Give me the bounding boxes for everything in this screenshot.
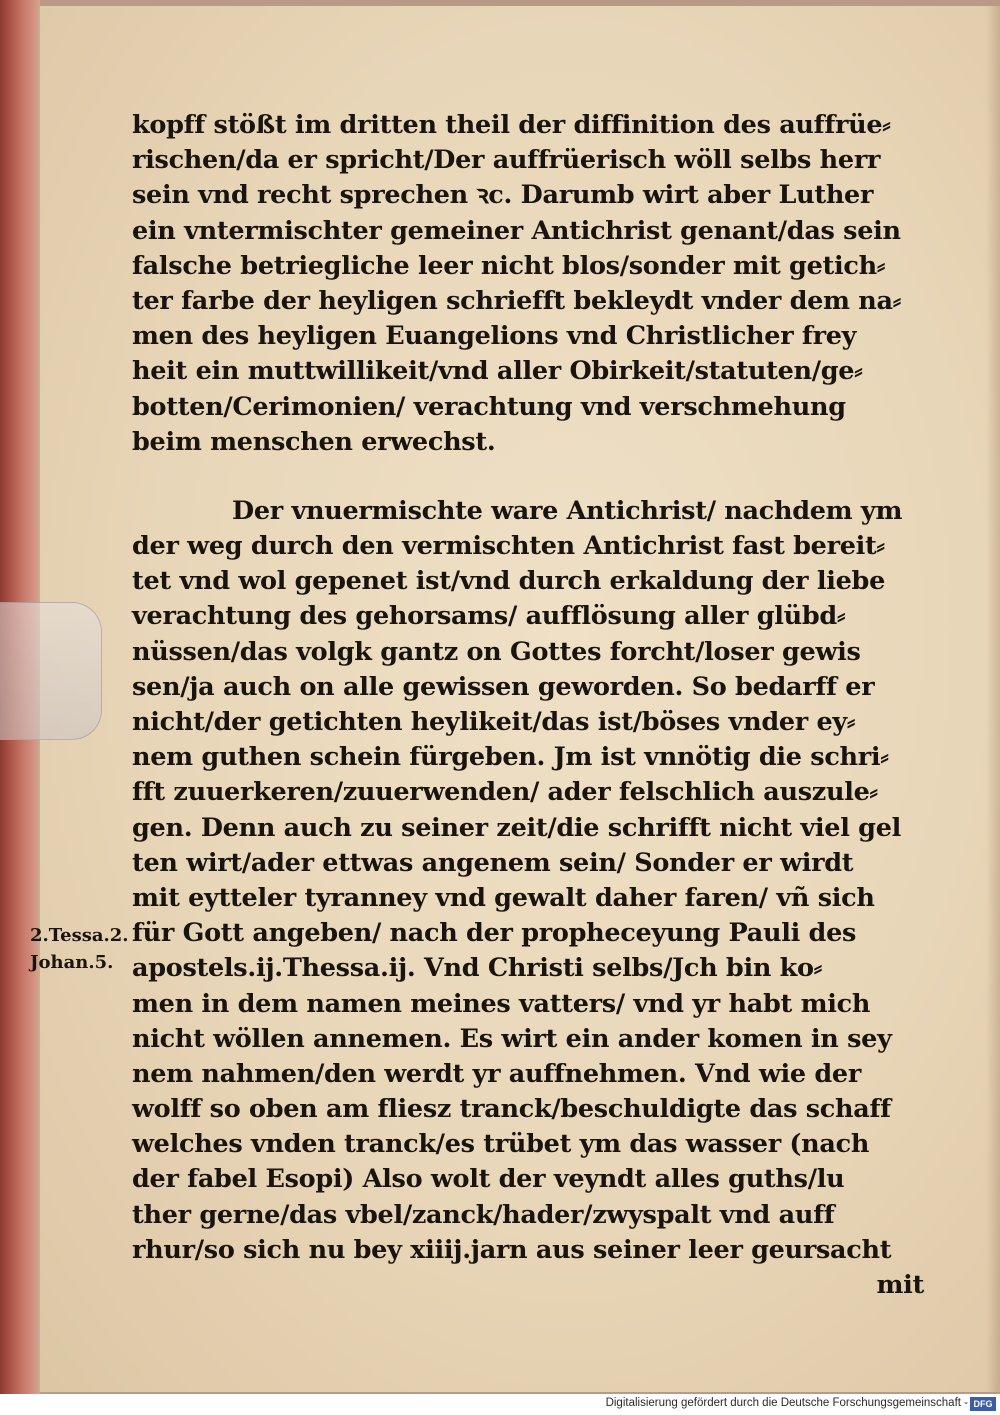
text-line: ter farbe der heyligen schriefft bekleydt vnder dem na⸗ [132,285,901,316]
text-line: beim menschen erwechst. [132,426,496,457]
text-line: der weg durch den vermischten Antichrist fast bereit⸗ [132,531,885,562]
text-line: fft zuuerkeren/zuuerwenden/ ader felschlich auszule⸗ [132,777,878,808]
text-line: ein vntermischter gemeiner Antichrist genant/das sein [132,215,901,246]
text-line: welches vnden tranck/es trübet ym das wasser (nach [132,1129,870,1160]
text-line: apostels.ij.Thessa.ij. Vnd Christi selbs/Jch bin ko⸗ [132,953,822,984]
text-line: nem nahmen/den werdt yr auffnehmen. Vnd wie der [132,1058,861,1089]
text-line: botten/Cerimonien/ verachtung vnd verschmehung [132,391,846,422]
marginal-notes [30,922,129,976]
text-line: nicht/der getichten heylikeit/das ist/böses vnder ey⸗ [132,707,856,737]
text-line: men des heyligen Euangelions vnd Christlicher frey [132,321,857,352]
marginal-note: 2.Tessa.2. [30,925,129,946]
text-line: Der vnuermischte ware Antichrist/ nachdem ym [232,495,903,526]
text-line: gen. Denn auch zu seiner zeit/die schrifft nicht viel gel [132,812,902,843]
text-line: rischen/da er spricht/Der auffrüerisch wöll selbs herr [132,145,881,176]
text-line: nem guthen schein fürgeben. Jm ist vnnötig die schri⸗ [132,742,889,773]
dfg-logo: DFG [970,1397,996,1411]
text-line: heit ein muttwillikeit/vnd aller Obirkeit/statuten/ge⸗ [132,356,863,387]
text-line: men in dem namen meines vatters/ vnd yr habt mich [132,988,871,1019]
page-text [132,108,932,1303]
text-line: kopff stößt im dritten theil der diffinition des auffrüe⸗ [132,110,891,140]
text-line: nicht wöllen annemen. Es wirt ein ander komen in sey [132,1023,892,1054]
text-line: verachtung des gehorsams/ aufflösung aller glübd⸗ [132,601,846,632]
paper-clip [0,602,102,740]
marginal-note: Johan.5. [30,952,114,973]
text-line: der fabel Esopi) Also wolt der veyndt alles guths/lu [132,1164,845,1195]
text-line: falsche betriegliche leer nicht blos/sonder mit getich⸗ [132,250,886,281]
text-line: tet vnd wol gepenet ist/vnd durch erkaldung der liebe [132,566,885,597]
text-line: ther gerne/das vbel/zanck/hader/zwyspalt vnd auff [132,1199,835,1230]
paragraph-gap [132,460,932,494]
text-line: nüssen/das volgk gantz on Gottes forcht/loser gewis [132,636,861,667]
catchword: mit [876,1270,924,1300]
funding-notice: Digitalisierung gefördert durch die Deutsche Forschungsgemeinschaft - [605,1397,968,1409]
text-line: wolff so oben am fliesz tranck/beschuldigte das schaff [132,1094,891,1125]
text-line: sein vnd recht sprechen ꝛc. Darumb wirt aber Luther [132,180,874,211]
text-line: mit eytteler tyranney vnd gewalt daher faren/ vñ sich [132,882,875,913]
footer-bar [0,1394,1000,1415]
text-line: für Gott angeben/ nach der propheceyung Pauli des [132,918,857,949]
text-line: sen/ja auch on alle gewissen geworden. So bedarff er [132,671,875,702]
text-line: ten wirt/ader ettwas angenem sein/ Sonder er wirdt [132,847,854,878]
text-line: rhur/so sich nu bey xiiij.jarn aus seiner leer geursacht [132,1234,892,1265]
page-gutter-shadow [986,6,1000,1392]
